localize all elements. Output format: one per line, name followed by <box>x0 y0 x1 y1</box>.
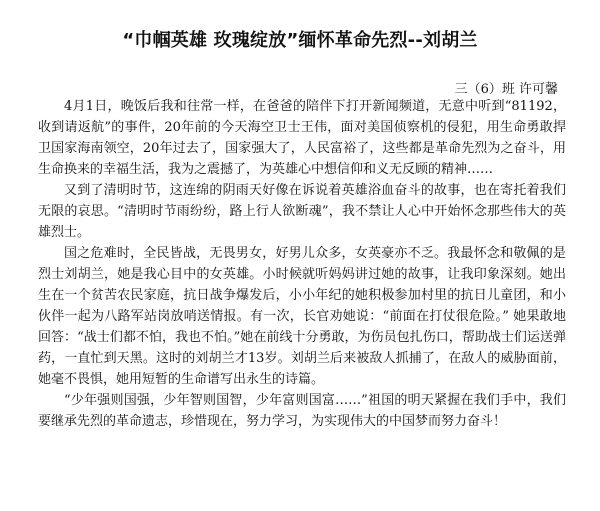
paragraph: “少年强则国强，少年智则国智，少年富则国富……”祖国的明天紧握在我们手中，我们要继承先烈的革命遗志，珍惜现在，努力学习，为实现伟大的中国梦而努力奋斗！ <box>38 393 566 429</box>
paragraph: 国之危难时，全民皆战，无畏男女，好男儿众多，女英豪亦不乏。我最怀念和敬佩的是烈士刘胡兰，她是我心目中的女英雄。小时候就听妈妈讲过她的故事，让我印象深刻。她出生在一个贫苦农民家庭，抗日战争爆发后，小小年纪的她积极参加村里的抗日儿童团，和小伙伴一起为八路军站岗放哨送情报。有一次，长官劝她说：“前面在打仗很危险。” 她果敢地回答：“战士们都不怕，我也不怕。”她在前线十分勇敢，为伤员包扎伤口，帮助战士们运送弹药，一直忙到天黑。这时的刘胡兰才13岁。刘胡兰后来被敌人抓捕了，在敌人的威胁面前，她毫不畏惧，她用短暂的生命谱写出永生的诗篇。 <box>38 246 566 387</box>
essay-title: “巾帼英雄 玫瑰绽放”缅怀革命先烈--刘胡兰 <box>122 30 478 51</box>
author-line: 三（6）班 许可馨 <box>454 82 558 97</box>
essay-body <box>38 96 566 432</box>
paragraph: 4月1日，晚饭后我和往常一样，在爸爸的陪伴下打开新闻频道，无意中听到“81192，收到请返航”的事件，20年前的今天海空卫士王伟，面对美国侦察机的侵犯，用生命勇敢捍卫国家海南领空，20年过去了，国家强大了，人民富裕了，这些都是革命先烈为之奋斗，用生命换来的幸福生活，我为之震撼了，为英雄心中想信仰和义无反顾的精神…… <box>38 99 566 177</box>
paragraph: 又到了清明时节，这连绵的阴雨天好像在诉说着英雄浴血奋斗的故事，也在寄托着我们无限的哀思。“清明时节雨纷纷，路上行人欲断魂”，我不禁让人心中开始怀念那些伟大的英雄烈士。 <box>38 183 566 240</box>
